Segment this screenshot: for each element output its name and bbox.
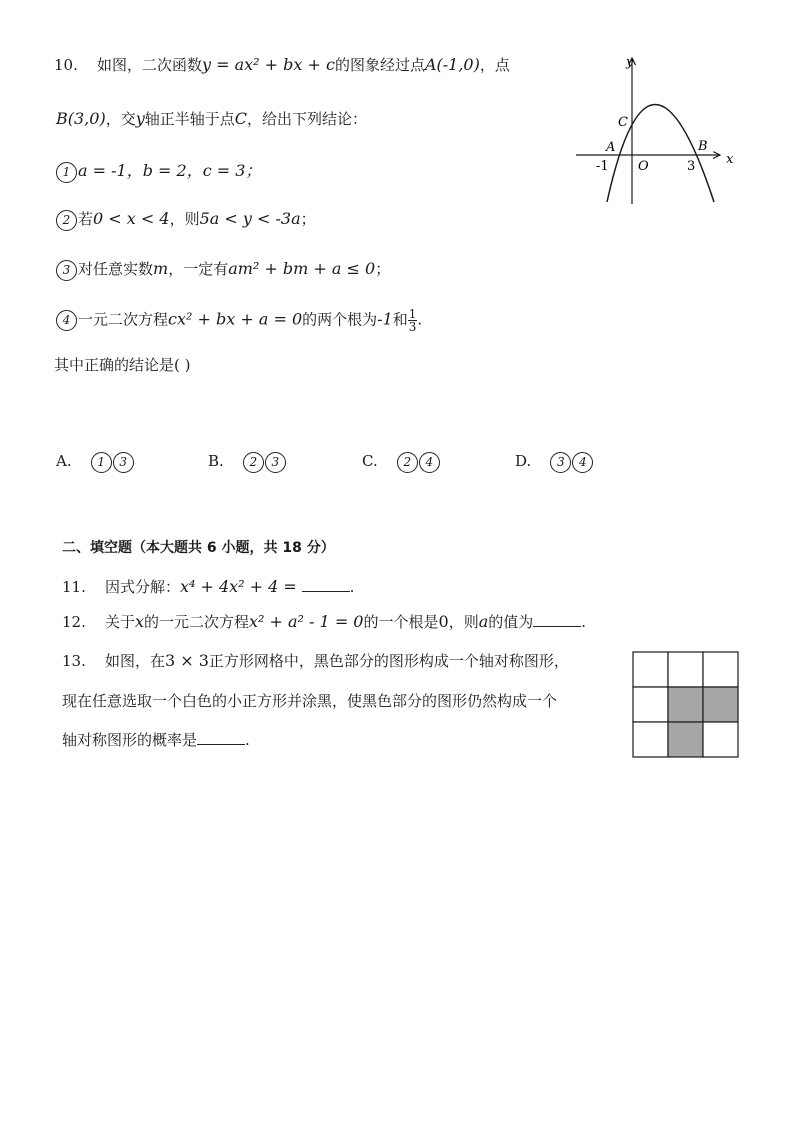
square-grid [632, 651, 740, 759]
answer-blank[interactable] [197, 730, 245, 745]
circled-number: 4 [572, 452, 593, 473]
statement-text: ，一定有 [168, 260, 229, 278]
white-cell [633, 687, 668, 722]
q13-size: 3 × 3 [164, 651, 209, 670]
statement-math: 0 < x < 4 [93, 209, 170, 228]
circled-number: 4 [56, 310, 77, 331]
q10-point-b: B(3,0) [56, 109, 106, 128]
q12-text: 的一元二次方程 [143, 613, 249, 631]
q13-line1 [62, 650, 569, 672]
statement-text: ； [300, 210, 316, 228]
statement-math: am² + bm + a ≤ 0 [228, 259, 376, 278]
q13-number: 13. [62, 652, 86, 670]
q10-statement-2 [56, 208, 316, 231]
circled-number: 2 [243, 452, 264, 473]
q10-point-a: A(-1,0) [424, 55, 480, 74]
q10-statement-4 [56, 308, 422, 333]
q12-equation: x² + a² - 1 = 0 [249, 612, 364, 631]
answer-blank[interactable] [302, 577, 350, 592]
q10-intro-c: ，点 [479, 56, 510, 74]
q10-statement-3 [56, 258, 390, 281]
q12-text: 的一个根是 [363, 613, 439, 631]
q10-intro-d: ，交 [105, 110, 136, 128]
statement-math: 5a < y < -3a [199, 209, 301, 228]
section-title: 二、填空题（本大题共 6 小题，共 18 分） [62, 540, 335, 556]
q10-intro-e: 轴正半轴于点 [144, 110, 235, 128]
white-cell [703, 652, 738, 687]
q10-intro-a: 如图，二次函数 [96, 56, 202, 74]
circled-number: 3 [550, 452, 571, 473]
q10-line2 [56, 108, 367, 130]
white-cell [668, 652, 703, 687]
point-b-label: B [698, 139, 708, 154]
q10-statement-1 [56, 160, 261, 183]
circled-number: 3 [265, 452, 286, 473]
circled-number: 1 [91, 452, 112, 473]
statement-text: ，则 [169, 210, 200, 228]
option-b[interactable] [208, 450, 287, 473]
circled-number: 2 [56, 210, 77, 231]
option-c[interactable] [362, 450, 441, 473]
q10-yaxis: y [135, 109, 145, 128]
q13-end: . [245, 731, 250, 749]
q12-end: . [581, 613, 587, 631]
statement-math: cx² + bx + a = 0 [168, 309, 303, 329]
statement-text: ； [375, 260, 391, 278]
q13-line3 [62, 729, 250, 751]
q10-point-c: C [234, 109, 248, 128]
q12-root: 0 [438, 612, 449, 631]
q11-end: . [349, 578, 355, 596]
q11 [62, 576, 354, 598]
option-a[interactable] [56, 450, 135, 473]
circled-number: 3 [56, 260, 77, 281]
statement-text: 的两个根为 [302, 310, 378, 329]
circled-number: 4 [419, 452, 440, 473]
parabola-graph [570, 52, 750, 208]
q10-intro-f: ，给出下列结论： [247, 110, 368, 128]
q12-var: x [134, 612, 144, 631]
white-cell [633, 652, 668, 687]
q11-expression: x⁴ + 4x² + 4 = [179, 577, 297, 596]
option-letter: A. [56, 452, 72, 470]
white-cell [633, 722, 668, 757]
y-axis-label: y [626, 55, 634, 70]
shaded-cell [668, 722, 703, 757]
statement-math: m [153, 259, 169, 278]
statement-text: 对任意实数 [78, 260, 154, 278]
q10-question: 其中正确的结论是( ) [54, 356, 191, 374]
origin-label: O [638, 159, 649, 174]
fraction-denominator: 3 [408, 320, 417, 334]
q12 [62, 611, 586, 633]
q13-text: 正方形网格中，黑色部分的图形构成一个轴对称图形， [208, 652, 569, 670]
option-letter: B. [208, 452, 224, 470]
q10-line1 [54, 54, 510, 76]
q12-text: 的值为 [488, 613, 534, 631]
point-c-label: C [618, 115, 628, 130]
statement-math: -1 [377, 309, 393, 329]
q13-line2: 现在任意选取一个白色的小正方形并涂黑，使黑色部分的图形仍然构成一个 [62, 692, 558, 710]
option-letter: C. [362, 452, 378, 470]
answer-blank[interactable] [533, 612, 581, 627]
fraction-numerator: 1 [408, 307, 417, 321]
statement-text: 一元二次方程 [78, 310, 169, 329]
shaded-cell [703, 687, 738, 722]
tick-minus-one: -1 [596, 159, 609, 174]
q10-number: 10. [54, 56, 78, 74]
q12-a: a [478, 612, 489, 631]
statement-text: . [417, 310, 423, 329]
statement-text: 若 [78, 210, 94, 228]
white-cell [703, 722, 738, 757]
x-axis-label: x [726, 152, 734, 167]
point-a-label: A [606, 140, 616, 155]
q13-text: 轴对称图形的概率是 [62, 731, 198, 749]
q10-intro-b: 的图象经过点 [334, 56, 425, 74]
shaded-cell [668, 687, 703, 722]
q13-text: 如图，在 [104, 652, 165, 670]
q12-text: 关于 [104, 613, 135, 631]
q10-function: y = ax² + bx + c [201, 55, 335, 74]
q12-text: ，则 [448, 613, 479, 631]
option-letter: D. [515, 452, 532, 470]
option-d[interactable] [515, 450, 594, 473]
circled-number: 2 [397, 452, 418, 473]
statement-text: 和 [392, 310, 408, 329]
circled-number: 1 [56, 162, 77, 183]
q11-text: 因式分解： [104, 578, 180, 596]
q11-number: 11. [62, 578, 86, 596]
statement-text: a = -1，b = 2，c = 3； [78, 161, 262, 180]
tick-three: 3 [687, 159, 696, 174]
q12-number: 12. [62, 613, 86, 631]
circled-number: 3 [113, 452, 134, 473]
fraction [408, 308, 418, 333]
